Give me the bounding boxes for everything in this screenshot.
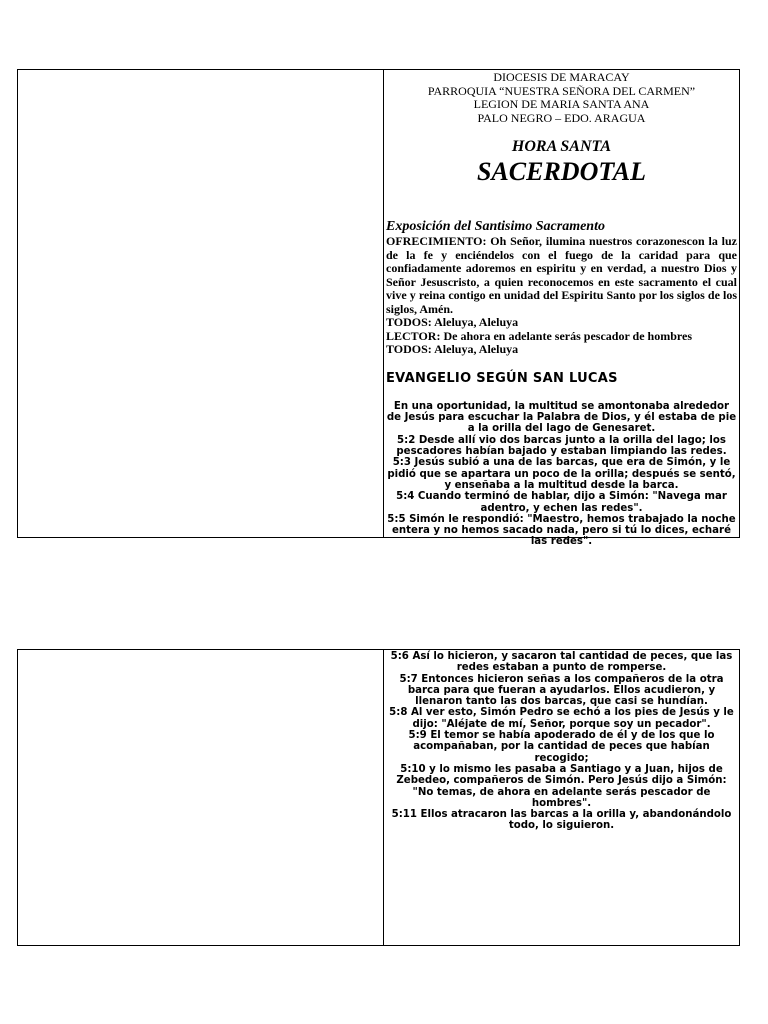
gospel-verse: 5:10 y lo mismo les pasaba a Santiago y a Juan, hijos de Zebedeo, compañeros de Simón. Pero Jesús dijo a Simón: "No temas, de ahora en adelante serás pescador de hombres". xyxy=(396,763,727,809)
gospel-verse: 5:3 Jesús subió a una de las barcas, que era de Simón, y le pidió que se apartara un poco de la orilla; después se sentó, y enseñaba a la multitud desde la barca. xyxy=(387,457,736,491)
gospel-verse: En una oportunidad, la multitud se amontonaba alrededor de Jesús para escuchar la Palabra de Dios, y él estaba de pie a la orilla del lago de Genesaret. xyxy=(386,400,737,435)
gospel-verse: 5:7 Entonces hicieron señas a los compañeros de la otra barca para que fueran a ayudarlos. Ellos acudieron, y llenaron tanto las dos barcas, que casi se hundían. xyxy=(399,673,724,708)
ofrecimiento-text: OFRECIMIENTO: Oh Señor, ilumina nuestros corazonescon la luz de la fe y enciéndelos con el fuego de la caridad para que confiadamente adoremos en espiritu y en verdad, a nuestro Dios y Señor Jesuscristo, a quien reconocemos en este sacramento el cual vive y reina contigo en unidad del Espiritu Santo por los siglos de los siglos, Amén. xyxy=(386,234,737,316)
lector-line: LECTOR: De ahora en adelante serás pescador de hombres xyxy=(386,328,692,343)
gospel-verse: 5:4 Cuando terminó de hablar, dijo a Simón: "Navega mar adentro, y echen las redes". xyxy=(396,491,727,514)
gospel-verse: 5:8 Al ver esto, Simón Pedro se echó a los pies de Jesús y le dijo: "Aléjate de mí, Señor, porque soy un pecador". xyxy=(389,707,734,730)
title-hora-santa: HORA SANTA xyxy=(511,138,612,156)
header-line-legion: LEGION DE MARIA SANTA ANA xyxy=(473,97,650,112)
todos-response-2: TODOS: Aleluya, Aleluya xyxy=(386,342,519,357)
evangelio-heading: EVANGELIO SEGÚN SAN LUCAS xyxy=(386,370,618,386)
exposicion-heading: Exposición del Santisimo Sacramento xyxy=(386,219,605,235)
gospel-verse: 5:6 Así lo hicieron, y sacaron tal cantidad de peces, que las redes estaban a punto de romperse. xyxy=(390,651,733,674)
header-line-location: PALO NEGRO – EDO. ARAGUA xyxy=(477,110,646,125)
header-line-diocese: DIOCESIS DE MARACAY xyxy=(493,70,630,84)
page-sheet-1 xyxy=(17,69,740,548)
right-content-column xyxy=(384,650,739,945)
right-content-column xyxy=(384,70,739,548)
gospel-verse: 5:11 Ellos atracaron las barcas a la orilla y, abandonándolo todo, lo siguieron. xyxy=(391,809,732,832)
gospel-text-page-2 xyxy=(386,651,737,832)
gospel-verse: 5:2 Desde allí vio dos barcas junto a la orilla del lago; los pescadores habían bajado y estaban limpiando las redes. xyxy=(396,434,727,458)
page-sheet-2 xyxy=(17,649,740,946)
left-blank-column xyxy=(18,650,384,945)
title-sacerdotal: SACERDOTAL xyxy=(476,157,647,187)
header-line-parish: PARROQUIA “NUESTRA SEÑORA DEL CARMEN” xyxy=(427,83,696,98)
parish-header xyxy=(386,71,737,125)
gospel-verse: 5:9 El temor se había apoderado de él y de los que lo acompañaban, por la cantidad de peces que habían recogido; xyxy=(408,730,715,764)
todos-response-1: TODOS: Aleluya, Aleluya xyxy=(386,315,519,330)
gospel-text-page-1 xyxy=(386,401,737,548)
left-blank-column xyxy=(18,70,384,537)
gospel-verse: 5:5 Simón le respondió: "Maestro, hemos trabajado la noche entera y no hemos sacado nada, pero si tú lo dices, echaré las redes". xyxy=(387,513,736,548)
